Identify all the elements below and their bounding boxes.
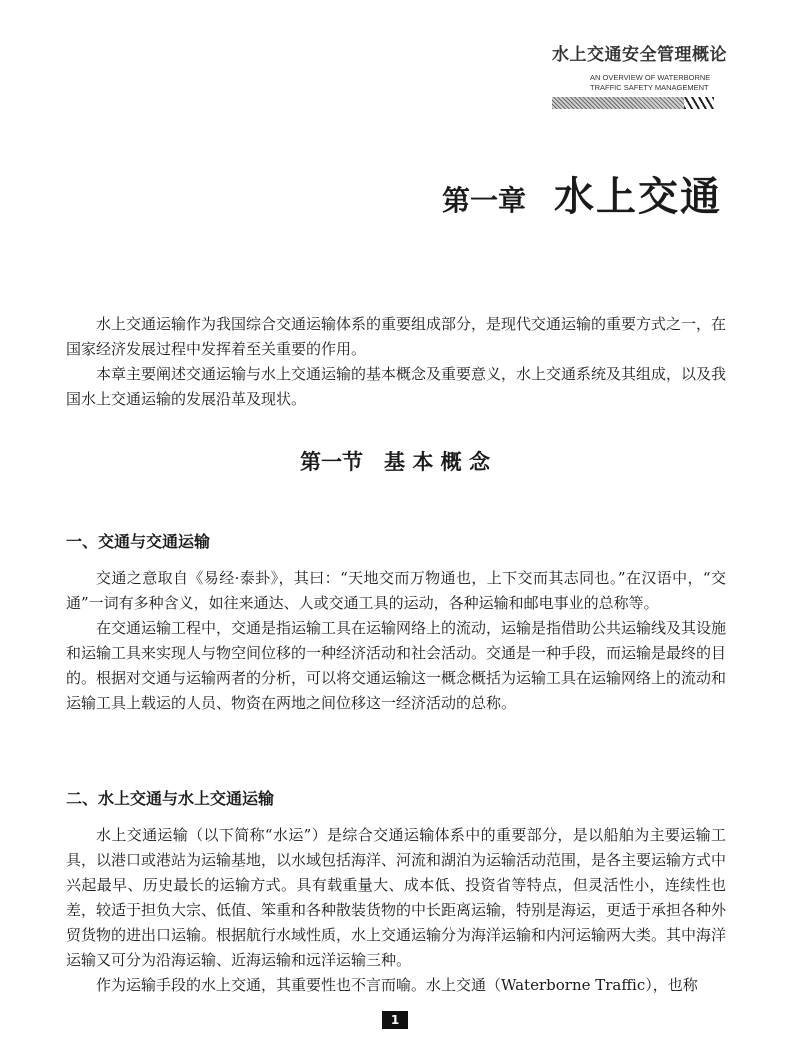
chapter-heading xyxy=(442,165,722,222)
chapter-intro xyxy=(66,312,726,412)
section-title: 第一节 基 本 概 念 xyxy=(300,449,490,474)
subsection-body xyxy=(66,823,726,998)
body-paragraph: 作为运输手段的水上交通，其重要性也不言而喻。水上交通（Waterborne Traffic），也称 xyxy=(96,976,698,994)
header-bar-stripes xyxy=(684,97,714,109)
intro-paragraph: 水上交通运输作为我国综合交通运输体系的重要组成部分，是现代交通运输的重要方式之一，在国家经济发展过程中发挥着至关重要的作用。 xyxy=(66,315,727,358)
book-title: 水上交通安全管理概论 xyxy=(552,45,727,65)
header-decorative-bar xyxy=(552,97,714,109)
subsection-body xyxy=(66,566,726,716)
subsection-title: 二、水上交通与水上交通运输 xyxy=(66,789,275,808)
page-number: 1 xyxy=(382,1011,408,1029)
book-subtitle-line2: TRAFFIC SAFETY MANAGEMENT xyxy=(590,83,709,92)
chapter-number: 第一章 xyxy=(441,184,526,217)
chapter-title: 水上交通 xyxy=(554,173,722,220)
subsection-title: 一、交通与交通运输 xyxy=(66,532,211,551)
body-paragraph: 交通之意取自《易经·泰卦》，其曰：“天地交而万物通也，上下交而其志同也。”在汉语中，“交通”一词有多种含义，如往来通达、人或交通工具的运动，各种运输和邮电事业的总称等。 xyxy=(66,569,726,612)
book-subtitle-en xyxy=(552,73,722,93)
intro-paragraph: 本章主要阐述交通运输与水上交通运输的基本概念及重要意义，水上交通系统及其组成，以及我国水上交通运输的发展沿革及现状。 xyxy=(66,365,727,408)
book-subtitle-line1: AN OVERVIEW OF WATERBORNE xyxy=(590,73,711,82)
body-paragraph: 在交通运输工程中，交通是指运输工具在运输网络上的流动，运输是指借助公共运输线及其设施和运输工具来实现人与物空间位移的一种经济活动和社会活动。交通是一种手段，而运输是最终的目的。根据对交通与运输两者的分析，可以将交通运输这一概念概括为运输工具在运输网络上的流动和运输工具上载运的人员、物资在两地之间位移这一经济活动的总称。 xyxy=(66,619,727,712)
body-paragraph: 水上交通运输（以下简称“水运”）是综合交通运输体系中的重要部分，是以船舶为主要运输工具，以港口或港站为运输基地，以水域包括海洋、河流和湖泊为运输活动范围，是各主要运输方式中兴起最早、历史最长的运输方式。具有载重量大、成本低、投资省等特点，但灵活性小，连续性也差，较适于担负大宗、低值、笨重和各种散装货物的中长距离运输，特别是海运，更适于承担各种外贸货物的进出口运输。根据航行水域性质，水上交通运输分为海洋运输和内河运输两大类。其中海洋运输又可分为沿海运输、近海运输和远洋运输三种。 xyxy=(66,826,727,969)
running-header xyxy=(552,40,727,109)
